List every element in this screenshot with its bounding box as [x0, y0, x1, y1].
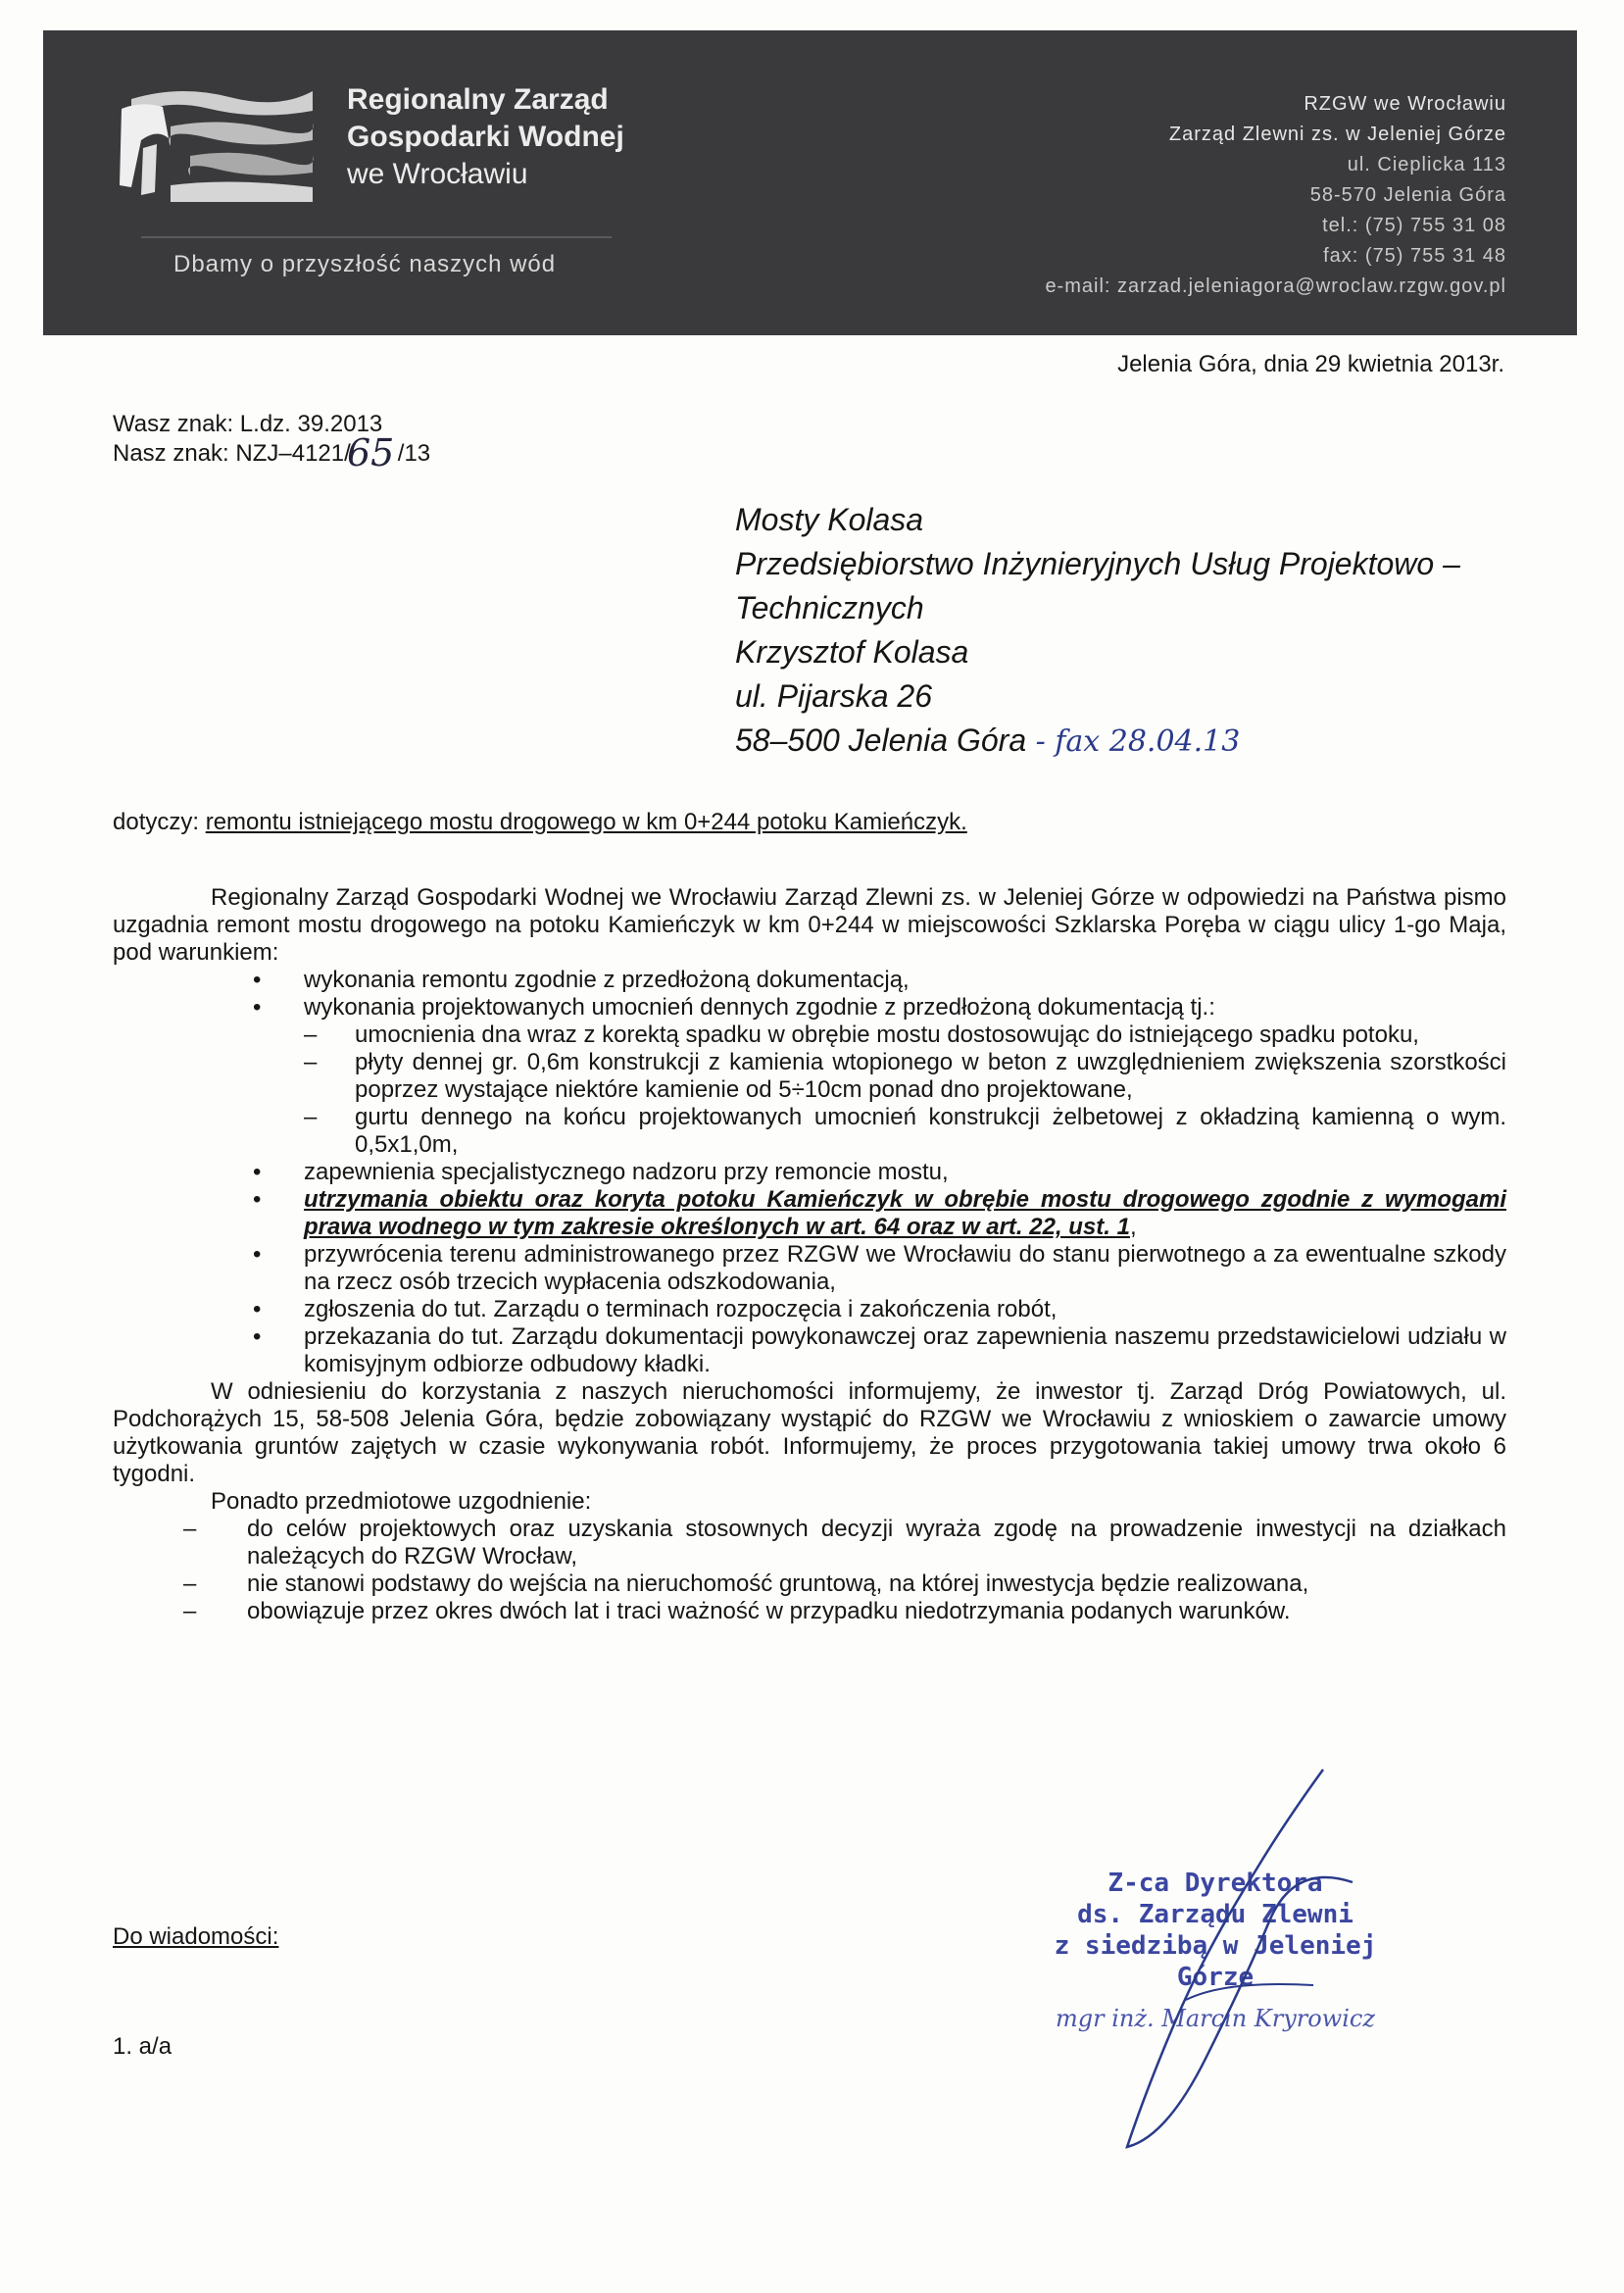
letterhead — [43, 30, 1577, 335]
contact-phone: tel.: (75) 755 31 08 — [1322, 215, 1506, 236]
handwritten-signature — [1058, 1765, 1382, 2176]
condition-item — [113, 967, 1506, 994]
recipient-line-6 — [735, 719, 1460, 764]
stamp-line-2: ds. Zarządu Zlewni — [1077, 1900, 1353, 1929]
condition-text: zgłoszenia do tut. Zarządu o terminach rozpoczęcia i zakończenia robót, — [304, 1296, 1058, 1322]
condition-text: zapewnienia specjalistycznego nadzoru przy remoncie mostu, — [304, 1159, 949, 1185]
bullet-icon: • — [253, 1296, 262, 1322]
recipient-line-5: ul. Pijarska 26 — [735, 678, 932, 714]
condition-item — [113, 1159, 1506, 1186]
dash-icon: – — [183, 1570, 197, 1597]
dash-icon: – — [304, 1049, 318, 1075]
org-name-line-3: we Wrocławiu — [347, 158, 528, 190]
bullet-icon: • — [253, 1159, 262, 1185]
recipient-line-3: Technicznych — [735, 590, 924, 625]
property-paragraph: W odniesieniu do korzystania z naszych nieruchomości informujemy, że inwestor tj. Zarząd Dróg Powiatowych, ul. Podchorążych 15, 58-508 Jelenia Góra, będzie zobowiązany wystąpić do RZGW we Wrocławiu z wnioskiem o zawarcie umowy użytkowania gruntów zajętych w czasie wykonywania robót. Informujemy, że proces przygotowania takiej umowy trwa około 6 tygodni. — [113, 1378, 1506, 1487]
sub-condition-item — [113, 1049, 1506, 1104]
bullet-icon: • — [253, 1241, 262, 1268]
stamp-signatory-name: mgr inż. Marcin Kryrowicz — [1055, 2005, 1375, 2032]
letter-date: Jelenia Góra, dnia 29 kwietnia 2013r. — [1117, 351, 1504, 377]
bullet-icon: • — [253, 1186, 262, 1213]
approval-item — [113, 1570, 1506, 1598]
emphasized-condition-text: utrzymania obiektu oraz koryta potoku Kamieńczyk w obrębie mostu drogowego zgodnie z wymogami prawa wodnego w tym zakresie określonych w art. 64 oraz w art. 22, ust. 1 — [304, 1186, 1506, 1240]
sub-condition-item — [113, 1022, 1506, 1049]
dash-icon: – — [183, 1598, 197, 1624]
condition-text: przekazania do tut. Zarządu dokumentacji powykonawczej oraz zapewnienia naszemu przedstawicielowi udziału w komisyjnym odbiorze odbudowy kładki. — [304, 1323, 1506, 1377]
sub-condition-text: płyty dennej gr. 0,6m konstrukcji z kamienia wtopionego w beton z uwzględnieniem zwiększenia szorstkości poprzez wystające niektóre kamienie od 5÷10cm ponad dno projektowane, — [355, 1049, 1506, 1103]
sub-condition-text: umocnienia dna wraz z korektą spadku w obrębie mostu dostosowując do istniejącego spadku potoku, — [355, 1022, 1419, 1048]
condition-text: wykonania projektowanych umocnień dennych zgodnie z przedłożoną dokumentacją tj.: — [304, 994, 1215, 1021]
approval-item — [113, 1516, 1506, 1570]
sub-condition-text: gurtu dennego na końcu projektowanych umocnień konstrukcji żelbetowej z okładziną kamienną o wym. 0,5x1,0m, — [355, 1104, 1506, 1158]
contact-fax: fax: (75) 755 31 48 — [1323, 245, 1506, 267]
recipient-line-4: Krzysztof Kolasa — [735, 634, 969, 670]
dash-icon: – — [183, 1516, 197, 1542]
dash-icon: – — [304, 1104, 318, 1130]
stamp-line-1: Z-ca Dyrektora — [1107, 1869, 1323, 1898]
bullet-icon: • — [253, 994, 262, 1021]
condition-text-end: , — [1129, 1214, 1137, 1240]
sub-condition-item — [113, 1104, 1506, 1159]
recipient-line-1: Mosty Kolasa — [735, 502, 924, 537]
your-reference: Wasz znak: L.dz. 39.2013 — [113, 411, 383, 437]
letter-body — [113, 884, 1506, 1625]
recipient-line-2: Przedsiębiorstwo Inżynieryjnych Usług Projektowo – — [735, 546, 1460, 581]
org-name-line-1: Regionalny Zarząd — [347, 83, 609, 116]
organization-name — [347, 81, 624, 193]
our-reference-prefix: Nasz znak: NZJ–4121/ — [113, 440, 351, 467]
rzgw-logo-icon — [112, 79, 318, 207]
subject-text: remontu istniejącego mostu drogowego w km 0+244 potoku Kamieńczyk. — [205, 809, 967, 835]
handwritten-reference-number: 65 — [347, 431, 395, 474]
condition-text: przywrócenia terenu administrowanego przez RZGW we Wrocławiu do stanu pierwotnego a za ewentualne szkody na rzecz osób trzecich wypłacenia odszkodowania, — [304, 1241, 1506, 1295]
approval-text: nie stanowi podstawy do wejścia na nieruchomość gruntową, na której inwestycja będzie realizowana, — [247, 1570, 1309, 1597]
contact-address-street: ul. Cieplicka 113 — [1347, 154, 1506, 175]
contact-line-2: Zarząd Zlewni zs. w Jeleniej Górze — [1168, 124, 1506, 145]
subject-line — [113, 809, 967, 836]
dash-icon: – — [304, 1022, 318, 1048]
org-name-line-2: Gospodarki Wodnej — [347, 121, 624, 153]
condition-item — [113, 1296, 1506, 1323]
copies-to-title: Do wiadomości: — [113, 1923, 279, 1950]
approval-item — [113, 1598, 1506, 1625]
bullet-icon: • — [253, 1323, 262, 1350]
header-divider — [141, 236, 612, 238]
contact-address-city: 58-570 Jelenia Góra — [1309, 184, 1506, 206]
recipient-city: 58–500 Jelenia Góra — [735, 723, 1027, 758]
condition-item — [113, 1241, 1506, 1296]
contact-line-1: RZGW we Wrocławiu — [1304, 93, 1506, 115]
contact-email: e-mail: zarzad.jeleniagora@wroclaw.rzgw.gov.pl — [1045, 275, 1506, 297]
condition-item — [113, 1186, 1506, 1241]
approval-text: obowiązuje przez okres dwóch lat i traci ważność w przypadku niedotrzymania podanych warunków. — [247, 1598, 1291, 1624]
handwritten-fax-note: - fax 28.04.13 — [1026, 724, 1241, 759]
recipient-address — [735, 498, 1460, 764]
condition-item — [113, 1323, 1506, 1378]
condition-text: wykonania remontu zgodnie z przedłożoną dokumentacją, — [304, 967, 910, 993]
contact-block — [1045, 89, 1506, 302]
subject-label: dotyczy: — [113, 809, 206, 835]
bullet-icon: • — [253, 967, 262, 993]
our-reference-suffix: /13 — [397, 440, 431, 467]
copies-to-item: 1. a/a — [113, 2033, 172, 2060]
condition-item — [113, 994, 1506, 1022]
stamp-line-3: z siedzibą w Jeleniej Górze — [1054, 1931, 1377, 1992]
furthermore-paragraph: Ponadto przedmiotowe uzgodnienie: — [211, 1488, 592, 1515]
intro-paragraph: Regionalny Zarząd Gospodarki Wodnej we Wrocławiu Zarząd Zlewni zs. w Jeleniej Górze w odpowiedzi na Państwa pismo uzgadnia remont mostu drogowego na potoku Kamieńczyk w km 0+244 w miejscowości Szklarska Poręba w ciągu ulicy 1-go Maja, pod warunkiem: — [113, 884, 1506, 966]
approval-text: do celów projektowych oraz uzyskania stosownych decyzji wyraża zgodę na prowadzenie inwestycji na działkach należących do RZGW Wrocław, — [247, 1516, 1506, 1570]
slogan: Dbamy o przyszłość naszych wód — [173, 251, 557, 277]
